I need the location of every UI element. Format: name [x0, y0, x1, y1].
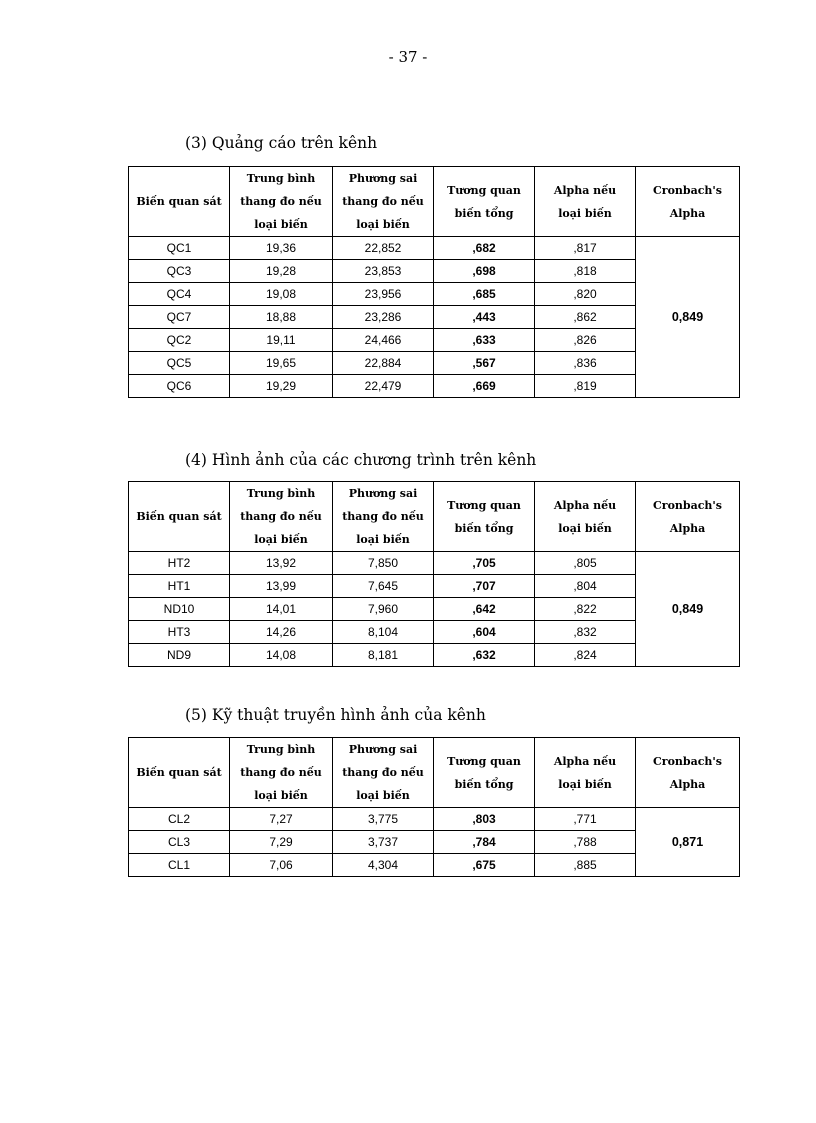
scale-mean: 18,88 [230, 306, 333, 329]
header-line: Alpha nếu [553, 183, 617, 197]
scale-mean: 19,36 [230, 237, 333, 260]
item-total-correlation: ,685 [434, 283, 535, 306]
alpha-if-deleted: ,805 [535, 552, 636, 575]
scale-variance: 22,852 [333, 237, 434, 260]
header-row [129, 167, 740, 237]
header-scale-variance [333, 167, 434, 237]
header-line: Alpha nếu [553, 498, 617, 512]
header-line: Tương quan [447, 183, 521, 197]
variable-code: CL1 [129, 854, 230, 877]
header-observed-variable: Biến quan sát [129, 482, 230, 552]
variable-code: QC2 [129, 329, 230, 352]
scale-mean: 13,99 [230, 575, 333, 598]
header-alpha-if-deleted [535, 738, 636, 808]
scale-mean: 14,08 [230, 644, 333, 667]
alpha-if-deleted: ,771 [535, 808, 636, 831]
scale-variance: 8,181 [333, 644, 434, 667]
alpha-if-deleted: ,832 [535, 621, 636, 644]
section-title: (5) Kỹ thuật truyền hình ảnh của kênh [185, 706, 486, 724]
scale-variance: 3,737 [333, 831, 434, 854]
header-line: loại biến [558, 521, 612, 535]
cronbach-alpha-value: 0,849 [636, 552, 740, 667]
header-line: thang đo nếu [240, 510, 322, 523]
scale-variance: 24,466 [333, 329, 434, 352]
alpha-if-deleted: ,804 [535, 575, 636, 598]
scale-mean: 19,65 [230, 352, 333, 375]
scale-variance: 4,304 [333, 854, 434, 877]
variable-code: HT1 [129, 575, 230, 598]
header-line: thang đo nếu [342, 195, 424, 208]
variable-code: QC6 [129, 375, 230, 398]
header-line: loại biến [356, 533, 410, 546]
header-line: Trung bình [246, 743, 316, 756]
header-line: thang đo nếu [342, 766, 424, 779]
alpha-if-deleted: ,819 [535, 375, 636, 398]
scale-mean: 14,01 [230, 598, 333, 621]
alpha-if-deleted: ,826 [535, 329, 636, 352]
header-line: Cronbach's [653, 498, 722, 512]
header-line: thang đo nếu [240, 766, 322, 779]
item-total-correlation: ,707 [434, 575, 535, 598]
scale-variance: 3,775 [333, 808, 434, 831]
table-row [129, 808, 740, 831]
header-alpha-if-deleted [535, 482, 636, 552]
item-total-correlation: ,604 [434, 621, 535, 644]
scale-variance: 7,850 [333, 552, 434, 575]
header-row [129, 482, 740, 552]
header-line: Phương sai [348, 487, 418, 500]
alpha-if-deleted: ,820 [535, 283, 636, 306]
scale-mean: 7,06 [230, 854, 333, 877]
item-total-correlation: ,675 [434, 854, 535, 877]
alpha-if-deleted: ,788 [535, 831, 636, 854]
alpha-if-deleted: ,824 [535, 644, 636, 667]
scale-mean: 14,26 [230, 621, 333, 644]
header-line: Phương sai [348, 172, 418, 185]
alpha-if-deleted: ,818 [535, 260, 636, 283]
cronbach-alpha-value: 0,871 [636, 808, 740, 877]
alpha-if-deleted: ,885 [535, 854, 636, 877]
header-cronbach-alpha [636, 167, 740, 237]
scale-variance: 23,956 [333, 283, 434, 306]
header-line: loại biến [558, 206, 612, 220]
variable-code: HT3 [129, 621, 230, 644]
header-line: biến tổng [454, 206, 514, 220]
variable-code: QC4 [129, 283, 230, 306]
scale-variance: 7,645 [333, 575, 434, 598]
variable-code: ND9 [129, 644, 230, 667]
header-line: biến tổng [454, 777, 514, 791]
item-total-correlation: ,642 [434, 598, 535, 621]
header-line: loại biến [558, 777, 612, 791]
header-item-total-correlation [434, 738, 535, 808]
header-observed-variable: Biến quan sát [129, 738, 230, 808]
header-line: Phương sai [348, 743, 418, 756]
variable-code: QC1 [129, 237, 230, 260]
table-row [129, 237, 740, 260]
header-line: thang đo nếu [240, 195, 322, 208]
item-total-correlation: ,632 [434, 644, 535, 667]
header-line: Cronbach's [653, 183, 722, 197]
header-line: Trung bình [246, 172, 316, 185]
cronbach-alpha-value: 0,849 [636, 237, 740, 398]
item-total-statistics-table [128, 166, 740, 398]
scale-variance: 23,853 [333, 260, 434, 283]
header-item-total-correlation [434, 482, 535, 552]
item-total-correlation: ,682 [434, 237, 535, 260]
header-observed-variable: Biến quan sát [129, 167, 230, 237]
section-title: (3) Quảng cáo trên kênh [185, 134, 378, 152]
item-total-correlation: ,698 [434, 260, 535, 283]
header-line: Alpha nếu [553, 754, 617, 768]
item-total-correlation: ,803 [434, 808, 535, 831]
item-total-correlation: ,669 [434, 375, 535, 398]
header-cronbach-alpha [636, 738, 740, 808]
item-total-statistics-table [128, 737, 740, 877]
alpha-if-deleted: ,817 [535, 237, 636, 260]
header-scale-variance [333, 482, 434, 552]
item-total-correlation: ,784 [434, 831, 535, 854]
header-scale-mean [230, 738, 333, 808]
item-total-statistics-table [128, 481, 740, 667]
scale-mean: 19,11 [230, 329, 333, 352]
header-line: biến tổng [454, 521, 514, 535]
variable-code: ND10 [129, 598, 230, 621]
variable-code: HT2 [129, 552, 230, 575]
header-line: Tương quan [447, 498, 521, 512]
header-line: loại biến [356, 789, 410, 802]
header-scale-variance [333, 738, 434, 808]
header-line: Tương quan [447, 754, 521, 768]
variable-code: QC7 [129, 306, 230, 329]
header-line: loại biến [254, 218, 308, 231]
scale-variance: 23,286 [333, 306, 434, 329]
header-scale-mean [230, 482, 333, 552]
header-line: Alpha [669, 521, 706, 535]
item-total-correlation: ,567 [434, 352, 535, 375]
variable-code: QC5 [129, 352, 230, 375]
item-total-correlation: ,633 [434, 329, 535, 352]
header-line: loại biến [254, 533, 308, 546]
header-item-total-correlation [434, 167, 535, 237]
header-alpha-if-deleted [535, 167, 636, 237]
variable-code: QC3 [129, 260, 230, 283]
scale-variance: 8,104 [333, 621, 434, 644]
scale-mean: 19,29 [230, 375, 333, 398]
table-row [129, 552, 740, 575]
header-line: Alpha [669, 206, 706, 220]
variable-code: CL3 [129, 831, 230, 854]
variable-code: CL2 [129, 808, 230, 831]
header-line: loại biến [356, 218, 410, 231]
alpha-if-deleted: ,862 [535, 306, 636, 329]
item-total-correlation: ,705 [434, 552, 535, 575]
header-line: thang đo nếu [342, 510, 424, 523]
header-line: loại biến [254, 789, 308, 802]
scale-variance: 7,960 [333, 598, 434, 621]
scale-variance: 22,479 [333, 375, 434, 398]
header-cronbach-alpha [636, 482, 740, 552]
alpha-if-deleted: ,836 [535, 352, 636, 375]
header-scale-mean [230, 167, 333, 237]
page-number: - 37 - [388, 48, 428, 66]
scale-mean: 7,29 [230, 831, 333, 854]
header-row [129, 738, 740, 808]
scale-variance: 22,884 [333, 352, 434, 375]
scale-mean: 19,28 [230, 260, 333, 283]
header-line: Alpha [669, 777, 706, 791]
scale-mean: 19,08 [230, 283, 333, 306]
item-total-correlation: ,443 [434, 306, 535, 329]
header-line: Cronbach's [653, 754, 722, 768]
header-line: Trung bình [246, 487, 316, 500]
scale-mean: 7,27 [230, 808, 333, 831]
section-title: (4) Hình ảnh của các chương trình trên kênh [185, 451, 537, 469]
alpha-if-deleted: ,822 [535, 598, 636, 621]
scale-mean: 13,92 [230, 552, 333, 575]
